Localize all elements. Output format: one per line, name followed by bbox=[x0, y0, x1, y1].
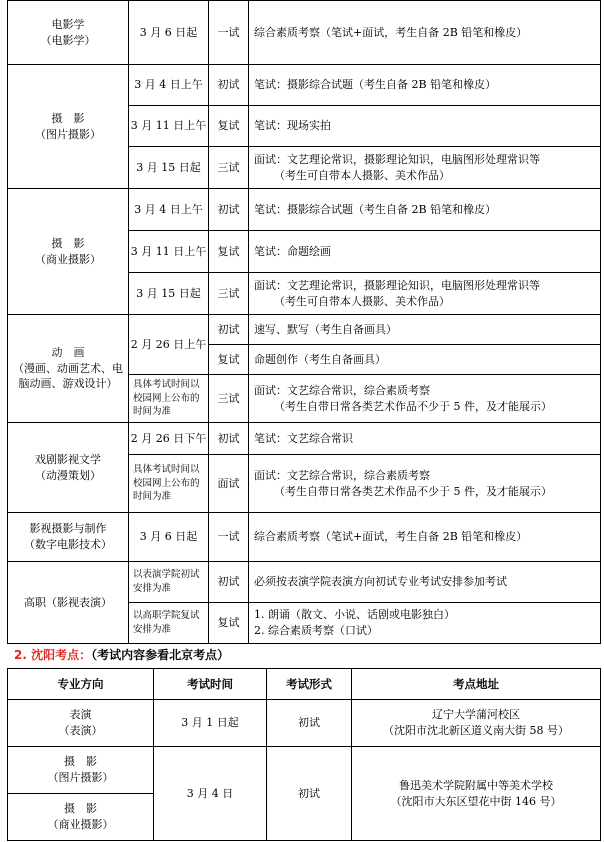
time-cell: 2 月 26 日下午 bbox=[129, 423, 209, 455]
column-header: 考点地址 bbox=[352, 669, 601, 700]
content-cell: 必须按表演学院表演方向初试专业考试安排参加考试 bbox=[249, 562, 601, 603]
content-cell: 笔试：现场实拍 bbox=[249, 106, 601, 147]
time-cell: 3 月 4 日上午 bbox=[129, 65, 209, 106]
content-cell: 综合素质考察（笔试+面试，考生自备 2B 铅笔和橡皮） bbox=[249, 1, 601, 65]
table-header-row bbox=[8, 669, 601, 700]
content-cell: 笔试：文艺综合常识 bbox=[249, 423, 601, 455]
major-cell: 摄 影 （图片摄影） bbox=[8, 65, 129, 189]
major-cell: 动 画 （漫画、动画艺术、电脑动画、游戏设计） bbox=[8, 315, 129, 423]
section-heading-shenyang bbox=[14, 646, 229, 664]
table-row bbox=[8, 700, 601, 747]
column-header: 专业方向 bbox=[8, 669, 154, 700]
content-cell: 面试：文艺综合常识，综合素质考察 （考生自带日常各类艺术作品不少于 5 件，及才能展示） bbox=[249, 375, 601, 423]
stage-cell: 一试 bbox=[209, 513, 249, 562]
content-cell: 笔试：摄影综合试题（考生自备 2B 铅笔和橡皮） bbox=[249, 189, 601, 231]
time-cell: 以高职学院复试安排为准 bbox=[129, 603, 209, 644]
table-row bbox=[8, 562, 601, 603]
table-row bbox=[8, 423, 601, 455]
table-row bbox=[8, 65, 601, 106]
stage-cell: 面试 bbox=[209, 455, 249, 513]
stage-cell: 三试 bbox=[209, 147, 249, 189]
stage-cell: 初试 bbox=[209, 423, 249, 455]
time-cell: 3 月 6 日起 bbox=[129, 513, 209, 562]
table-row bbox=[8, 189, 601, 231]
stage-cell: 初试 bbox=[209, 189, 249, 231]
stage-cell: 初试 bbox=[209, 315, 249, 345]
major-cell: 影视摄影与制作 （数字电影技术） bbox=[8, 513, 129, 562]
time-cell: 3 月 15 日起 bbox=[129, 147, 209, 189]
content-cell: 速写、默写（考生自备画具） bbox=[249, 315, 601, 345]
major-cell: 摄 影 （商业摄影） bbox=[8, 794, 154, 841]
stage-cell: 一试 bbox=[209, 1, 249, 65]
major-cell: 摄 影 （图片摄影） bbox=[8, 747, 154, 794]
time-cell: 3 月 1 日起 bbox=[154, 700, 267, 747]
stage-cell: 复试 bbox=[209, 106, 249, 147]
content-cell: 1. 朗诵（散文、小说、话剧或电影独白） 2. 综合素质考察（口试） bbox=[249, 603, 601, 644]
exam-schedule-table bbox=[7, 0, 601, 644]
column-header: 考试形式 bbox=[267, 669, 352, 700]
content-cell: 综合素质考察（笔试+面试，考生自备 2B 铅笔和橡皮） bbox=[249, 513, 601, 562]
time-cell: 3 月 4 日 bbox=[154, 747, 267, 841]
major-cell: 摄 影 （商业摄影） bbox=[8, 189, 129, 315]
table-row bbox=[8, 747, 601, 794]
stage-cell: 复试 bbox=[209, 231, 249, 273]
stage-cell: 三试 bbox=[209, 273, 249, 315]
time-cell: 具体考试时间以校园网上公布的时间为准 bbox=[129, 455, 209, 513]
major-cell: 表演 （表演） bbox=[8, 700, 154, 747]
form-cell: 初试 bbox=[267, 700, 352, 747]
content-cell: 面试：文艺理论常识，摄影理论知识，电脑图形处理常识等 （考生可自带本人摄影、美术作品） bbox=[249, 147, 601, 189]
time-cell: 3 月 4 日上午 bbox=[129, 189, 209, 231]
shenyang-table bbox=[7, 668, 601, 841]
section-number: 2. 沈阳考点： bbox=[14, 648, 92, 662]
time-cell: 3 月 15 日起 bbox=[129, 273, 209, 315]
table-row bbox=[8, 513, 601, 562]
stage-cell: 复试 bbox=[209, 603, 249, 644]
major-cell: 电影学 （电影学） bbox=[8, 1, 129, 65]
major-cell: 高职（影视表演） bbox=[8, 562, 129, 644]
content-cell: 命题创作（考生自备画具） bbox=[249, 345, 601, 375]
stage-cell: 复试 bbox=[209, 345, 249, 375]
time-cell: 2 月 26 日上午 bbox=[129, 315, 209, 375]
table-row bbox=[8, 315, 601, 345]
content-cell: 笔试：摄影综合试题（考生自备 2B 铅笔和橡皮） bbox=[249, 65, 601, 106]
stage-cell: 初试 bbox=[209, 562, 249, 603]
form-cell: 初试 bbox=[267, 747, 352, 841]
table-row bbox=[8, 1, 601, 65]
time-cell: 3 月 6 日起 bbox=[129, 1, 209, 65]
content-cell: 面试：文艺理论常识，摄影理论知识，电脑图形处理常识等 （考生可自带本人摄影、美术作品） bbox=[249, 273, 601, 315]
content-cell: 笔试：命题绘画 bbox=[249, 231, 601, 273]
time-cell: 3 月 11 日上午 bbox=[129, 106, 209, 147]
time-cell: 3 月 11 日上午 bbox=[129, 231, 209, 273]
time-cell: 以表演学院初试安排为准 bbox=[129, 562, 209, 603]
time-cell: 具体考试时间以校园网上公布的时间为准 bbox=[129, 375, 209, 423]
stage-cell: 初试 bbox=[209, 65, 249, 106]
section-note: （考试内容参看北京考点） bbox=[91, 648, 230, 662]
address-cell: 鲁迅美术学院附属中等美术学校 （沈阳市大东区望花中街 146 号） bbox=[352, 747, 601, 841]
address-cell: 辽宁大学蒲河校区 （沈阳市沈北新区道义南大街 58 号） bbox=[352, 700, 601, 747]
stage-cell: 三试 bbox=[209, 375, 249, 423]
major-cell: 戏剧影视文学 （动漫策划） bbox=[8, 423, 129, 513]
column-header: 考试时间 bbox=[154, 669, 267, 700]
content-cell: 面试：文艺综合常识，综合素质考察 （考生自带日常各类艺术作品不少于 5 件，及才能展示） bbox=[249, 455, 601, 513]
